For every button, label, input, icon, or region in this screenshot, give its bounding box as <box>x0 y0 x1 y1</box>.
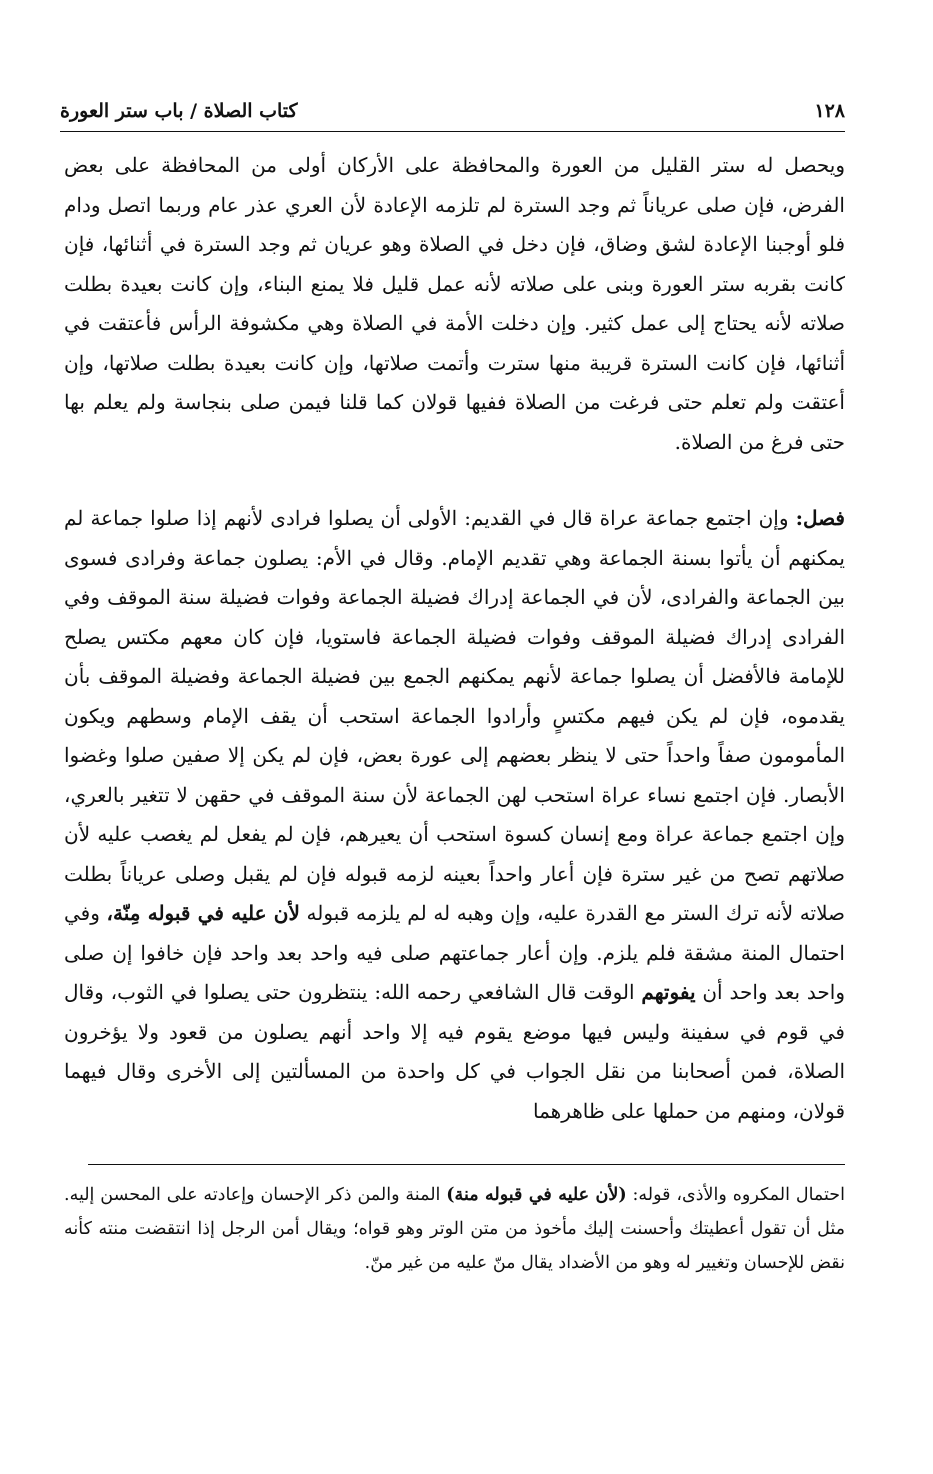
footnote-bold-1: (لأن عليه في قبوله منة) <box>446 1185 627 1205</box>
paragraph-2-text-1: وإن اجتمع جماعة عراة قال في القديم: الأولى أن يصلوا فرادى لأنهم إذا صلوا جماعة لم يمكنهم أن يأتوا بسنة الجماعة وهي تقديم الإمام. وقال في الأم: يصلون جماعة وفرادى فسوى بين الجماعة والفرادى، لأن في الجماعة إدراك فضيلة الجماعة وفوات فضيلة سنة الموقف وفي الفرادى إدراك فضيلة الموقف وفوات فضيلة الجماعة فاستويا، فإن كان معهم مكتس يصلح للإمامة فالأفضل أن يصلوا جماعة لأنهم يمكنهم الجمع بين فضيلة الجماعة وفضيلة الموقف بأن يقدموه، فإن لم يكن فيهم مكتسٍ وأرادوا الجماعة استحب أن يقف الإمام وسطهم ويكون المأمومون صفاً واحداً حتى لا ينظر بعضهم إلى عورة بعض، فإن لم يكن إلا صفين صلوا وغضوا الأبصار. فإن اجتمع نساء عراة استحب لهن الجماعة لأن سنة الموقف في حقهن لا تتغير بالعري، وإن اجتمع جماعة عراة ومع إنسان كسوة استحب أن يعيرهم، فإن لم يفعل لم يغصب عليه لأن صلاتهم تصح من غير سترة فإن أعار واحداً بعينه لزمه قبوله فإن لم يقبل وصلى عرياناً بطلت صلاته لأنه ترك الستر مع القدرة عليه، وإن وهبه له لم يلزمه قبوله <box>64 506 845 925</box>
footnote-text-2: المنة والمن ذكر الإحسان وإعادته على المحسن إليه. مثل أن تقول أعطيتك وأحسنت إليك مأخوذ من متن الوتر وهو قواه؛ ويقال أمن الرجل إذا انتقضت منته كأنه نقض للإحسان وتغيير له وهو من الأضداد يقال منّ عليه من غير منّ. <box>64 1185 845 1273</box>
footnote <box>64 1178 845 1280</box>
paragraph-2-bold-2: يفوتهم <box>641 980 696 1004</box>
running-title: كتاب الصلاة / باب ستر العورة <box>60 100 298 122</box>
paragraph-2-bold-1: لأن عليه في قبوله مِنّة، <box>106 901 300 925</box>
section-lead: فصل: <box>795 506 845 530</box>
paragraph-2 <box>64 499 845 1131</box>
paragraph-2-text-3: الوقت قال الشافعي رحمه الله: ينتظرون حتى يصلوا في الثوب، وقال في قوم في سفينة وليس فيها موضع يقوم فيه إلا واحد أنهم يصلون من قعود ولا يؤخرون الصلاة، فمن أصحابنا من نقل الجواب في كل واحدة من المسألتين إلى الأخرى وقال فيهما قولان، ومنهم من حملها على ظاهرهما <box>64 980 845 1123</box>
footnote-text-1: احتمال المكروه والأذى، قوله: <box>626 1185 845 1205</box>
header-divider <box>60 131 845 132</box>
paragraph-2-text-2: وفي احتمال المنة مشقة فلم يلزم. وإن أعار جماعتهم صلى فيه واحد بعد واحد فإن خافوا إن صلى واحد بعد واحد أن <box>64 901 845 1004</box>
main-text <box>64 146 845 1131</box>
footnote-paragraph <box>64 1178 845 1280</box>
page-number: ١٢٨ <box>814 100 845 122</box>
footnote-divider <box>88 1164 845 1165</box>
paragraph-1: ويحصل له ستر القليل من العورة والمحافظة على الأركان أولى من المحافظة على بعض الفرض، فإن صلى عرياناً ثم وجد السترة لم تلزمه الإعادة لأن العري عذر عام وربما اتصل ودام فلو أوجبنا الإعادة لشق وضاق، فإن دخل في الصلاة وهو عريان ثم وجد السترة في أثنائها، فإن كانت بقربه ستر العورة وبنى على صلاته لأنه عمل قليل فلا يمنع البناء، وإن كانت بعيدة بطلت صلاته لأنه يحتاج إلى عمل كثير. وإن دخلت الأمة في الصلاة وهي مكشوفة الرأس فأعتقت في أثنائها، فإن كانت السترة قريبة منها سترت وأتمت صلاتها، وإن كانت بعيدة بطلت صلاتها، وإن أعتقت ولم تعلم حتى فرغت من الصلاة ففيها قولان كما قلنا فيمن صلى بنجاسة ولم يعلم بها حتى فرغ من الصلاة. <box>64 153 845 454</box>
page-header <box>60 94 845 128</box>
